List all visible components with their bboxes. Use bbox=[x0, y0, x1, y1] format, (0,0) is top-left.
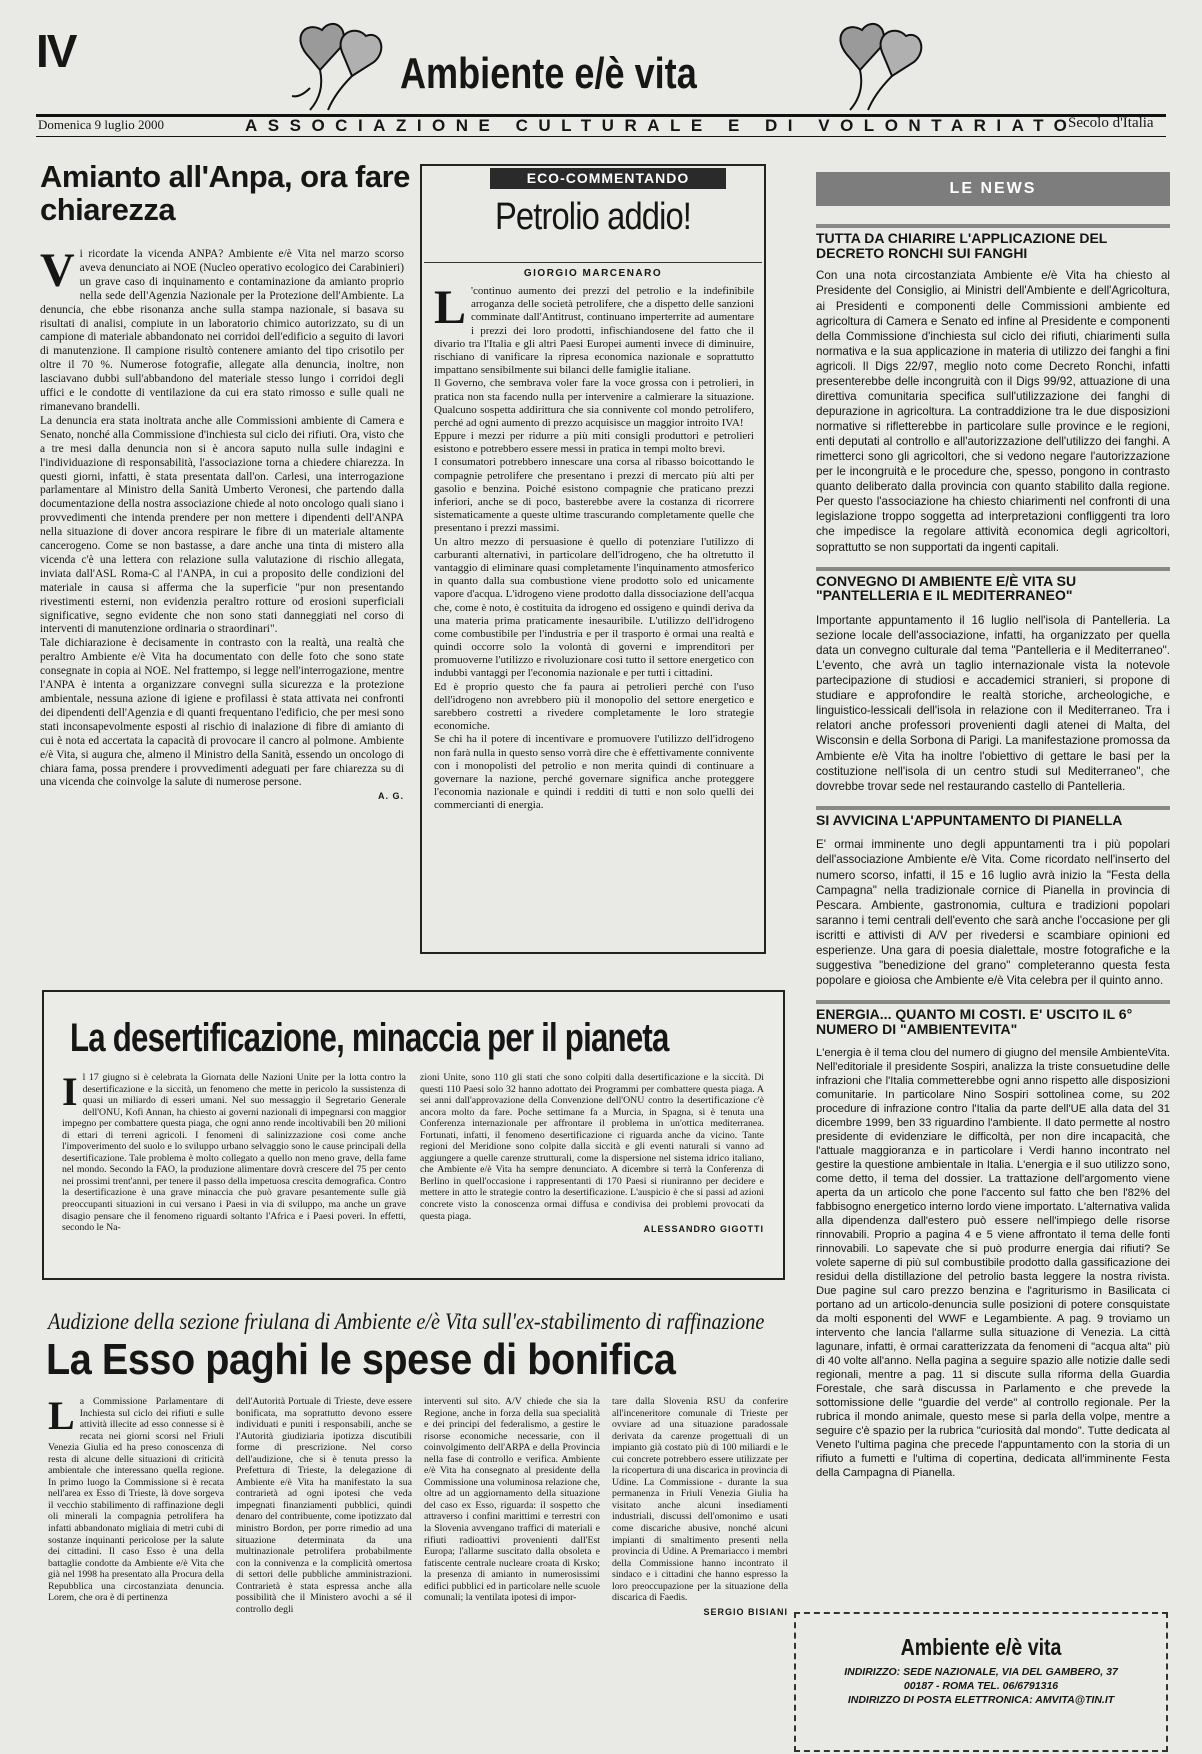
lead-article-title: Amianto all'Anpa, ora fare chiarezza bbox=[40, 159, 410, 228]
editorial-author: GIORGIO MARCENARO bbox=[424, 262, 762, 279]
masthead-rule-bottom bbox=[36, 136, 1166, 137]
news-text: E' ormai imminente uno degli appuntamenti tra i più popolari dell'associazione Ambiente e/è Vita. Come ricordato nell'inserto del numero scorso, infatti, il 15 e 16 luglio avrà inizio la "Festa della Campagna" nella tradizionale cornice di Pianella in provincia di Pescara. Ambiente, gastronomia, cultura e tradizioni popolari saranno i temi centrali dell'evento che sarà anche l'occasione per gli iscritti e attivisti di A/V per rivedersi e scambiare opinioni ed esperienze. Una gara di poesia dialettale, mostre fotografiche e la suggestiva "benedizione del grano" completeranno questa festa popolare e gioiosa che Ambiente e/è Vita celebra per il quinto anno. bbox=[816, 838, 1170, 987]
news-column bbox=[816, 224, 1170, 1480]
paragraph: Tale dichiarazione è decisamente in contrasto con la realtà, una realtà che peraltro Ambiente e/è Vita ha documentato con delle foto che sono state consegnate in copia ai NOE. Nel frattempo, si legge nell'interrogazione, mentre l'ANPA è intenta a organizzare convegni sulla sicurezza e la protezione ambientale, nessuna azione di igiene e profilassi è stata attivata nei confronti dei dipendenti dell'Agenzia e di quanti frequentano l'edificio, che per mesi sono stati inconsapevolmente esposti al rischio di inalazione di fibre di amianto di cui è nota ed accertata la capacità di provocare il cancro al polmone. Ambiente e/è Vita, si augura che, almeno il Ministro della Sanità, essendo un oncologo di chiara fama, possa prendere i provvedimenti adeguati per fare chiarezza su di una vicenda che coinvolge la salute di numerose persone. bbox=[40, 637, 404, 789]
paragraph: Se chi ha il potere di incentivare e promuovere l'utilizzo dell'idrogeno non farà nulla in questo senso vorrà dire che è effettivamente connivente con i monopolisti del petrolio e non merita quindi di continuare a governare la nazione, perché governare significa anche proteggere l'economia nazionale e quindi i redditi di tutti e non solo quelli dei commercianti di energia. bbox=[434, 733, 754, 812]
news-item bbox=[816, 1000, 1170, 1480]
masthead-title: Ambiente e/è vita bbox=[400, 49, 697, 98]
desert-article-col2 bbox=[420, 1072, 764, 1234]
esso-article-col3 bbox=[424, 1396, 600, 1604]
esso-article-col2 bbox=[236, 1396, 412, 1615]
contact-address: INDIRIZZO: SEDE NAZIONALE, VIA DEL GAMBERO, 37 bbox=[844, 1666, 1118, 1678]
paragraph: tare dalla Slovenia RSU da conferire all'inceneritore comunale di Trieste per ovviare ad una situazione paradossale derivata da carenze progettuali di un impianto già costato più di 100 miliardi e le cui concrete potrebbero essere utilizzate per la ricopertura di una discarica in provincia di Udine. La Commissione - durante la sua permanenza in Friuli Venezia Giulia ha visitato anche alcuni insediamenti industriali, discussi dell'omonimo e usati come discariche abusive, nonché alcuni impianti di smaltimento presenti nella provincia di Udine. A Premariacco i membri della Commissione hanno incontrato il sindaco e i cittadini che hanno espresso la loro preoccupazione per la situazione della discarica di Faedis. bbox=[612, 1396, 788, 1604]
desert-article-col1 bbox=[62, 1069, 406, 1234]
paragraph: Il Governo, che sembrava voler fare la voce grossa con i petrolieri, in pratica non sta facendo nulla per intervenire a calmierare la situazione. Qualcuno sospetta addirittura che sia connivente col mondo petrolifero, perché ad ogni aumento di prezzo acquisisce un maggior introito IVA! bbox=[434, 377, 754, 429]
editorial-body bbox=[434, 281, 754, 813]
news-text: Importante appuntamento il 16 luglio nell'isola di Pantelleria. La sezione locale dell'associazione, infatti, ha organizzato per quella data un convegno culturale dal tema "Pantelleria e il Mediterraneo". L'evento, che avrà un taglio internazionale vista la notevole partecipazione di studiosi e accademici stranieri, si propone di studiare e approfondire le realtà storiche, archeologiche, e linguistico-lessicali dell'isola in relazione con il Mediterraneo. Tra i relatori anche professori provenienti dagli atenei di Malta, del Wisconsin e della Sorbona di Parigi. La manifestazione promossa da Ambiente e/è Vita ha inoltre l'obiettivo di gettare le basi per la costituzione nell'isola di un centro studi sul Mediterraneo", che dovrebbe trovar sede nel restaurando castello di Pantelleria. bbox=[816, 613, 1170, 793]
newspaper-name: Secolo d'Italia bbox=[1068, 115, 1154, 131]
paragraph: i ricordate la vicenda ANPA? Ambiente e/è Vita nel marzo scorso aveva denunciato ai NOE (Nucleo operativo ecologico dei Carabinieri) un grave caso di inquinamento e contaminazione da amianto proprio nella sede dell'Agenzia Nazionale per la Protezione dell'Ambiente. La denuncia, che ebbe risonanza anche sulla stampa nazionale, si basava su risultati di analisi, compiute in un laboratorio chimico autorizzato, su di un campione di materiale abbandonato nei corridoi dell'edificio a seguito di lavori di manutenzione. Il campione risultò contenere amianto del tipo crisotilo per oltre il 70 %. Numerose fotografie, allegate alla denuncia, inoltre, non lasciavano dubbi sull'abbandono del materiale stesso lungo i corridoi degli uffici e le condotte di ventilazione da cui era stato rimosso e sulle quali ne rimanevano brandelli. bbox=[40, 248, 404, 413]
contact-email: INDIRIZZO DI POSTA ELETTRONICA: AMVITA@TIN.IT bbox=[847, 1694, 1115, 1707]
paragraph: a Commissione Parlamentare di Inchiesta sul ciclo dei rifiuti e sulle attività illecite ad esso connesse si è recata nei giorni scorsi nel Friuli Venezia Giulia ed ha preso conoscenza di resta di alcune delle situazioni di criticità ambientale che interessano quella regione. In primo luogo la Commissione si è recata nell'area ex Esso di Trieste, là dove sorgeva il vecchio stabilimento di raffinazione degli oli minerali la compagnia petrolifera ha infatti abbandonato migliaia di metri cubi di sostanze inquinanti pericolose per la salute dei cittadini. Il caso Esso è una della battaglie condotte da Ambiente e/è Vita che già nel 1998 ha presentato alla Procura della Repubblica una circostanziata denuncia. Lorem, che ora è di pertinenza bbox=[48, 1396, 224, 1604]
paragraph: dell'Autorità Portuale di Trieste, deve essere bonificata, ma soprattutto devono essere individuati e puniti i responsabili, anche se l'Autorità giudiziaria ipotizza discutibili forme di prescrizione. Nel corso dell'audizione, che si è tenuta presso la Prefettura di Trieste, la delegazione di Ambiente e/è Vita ha manifestato la sua contrarietà ad ogni ipotesi che veda impegnati finanziamenti pubblici, quindi denaro del contribuente, come ipotizzato dal ministro Bordon, per porre rimedio ad una situazione determinata da una multinazionale petrolifera probabilmente con la connivenza e la complicità omertosa di settori delle pubbliche amministrazioni. Contrarietà è stata espressa anche alla possibilità che il Ministero avochi a sé il controllo degli bbox=[236, 1396, 412, 1615]
paragraph: Ed è proprio questo che fa paura ai petrolieri perché con l'uso dell'idrogeno non avrebbero più il monopolio del settore energetico e sarebbero costretti a rivedere completamente le loro strategie economiche. bbox=[434, 680, 754, 733]
dropcap: V bbox=[40, 244, 75, 297]
editorial-title: Petrolio addio! bbox=[494, 196, 692, 238]
paragraph: Un altro mezzo di persuasione è quello di potenziare l'utilizzo di carburanti alternativi, in particolare dell'idrogeno, che ha oltretutto il vantaggio di eliminare quasi completamente l'inquinamento atmosferico in quanto dalla sua combustione viene prodotto solo ed unicamente vapore d'acqua. L'idrogeno viene prodotto dalla dissociazione dell'acqua che, come è noto, è costituita da idrogeno ed ossigeno e quindi deriva da una materia prima praticamente inesauribile. L'utilizzo dell'idrogeno come combustibile per l'industria e per il trasporto è ormai una realtà e quindi occorre solo la volontà di governi e imprenditori per promuoverne l'utilizzo e rivoluzionare così tutto il settore energetico con indubbi vantaggi per l'economia nazionale e per tutti i cittadini. bbox=[434, 535, 754, 680]
desert-article-title: La desertificazione, minaccia per il pianeta bbox=[70, 1016, 669, 1060]
paragraph: I consumatori potrebbero innescare una corsa al ribasso boicottando le compagnie petrolifere che presentano i prezzi di mercato più alti per gasolio e benzina. Poiché esistono compagnie che praticano prezzi inferiori, anche se di poco, basterebbe avere la costanza di ricorrere sistematicamente a queste ultime trascurando completamente quelle che presentano i prezzi massimi. bbox=[434, 456, 754, 535]
paragraph: 'continuo aumento dei prezzi del petrolio e la indefinibile arroganza delle società petrolifere, che a dispetto delle sanzioni comminate dall'Antitrust, continuano imperterrite ad aumentare i prezzi dei loro prodotti, infischiandosene del fatto che il divario tra l'Italia e gli altri Paesi Europei aumenti invece di diminuire, rischiano di vanificare la ripresa economica nazionale e soprattutto impattano sensibilmente sui bilanci delle famiglie italiane. bbox=[434, 285, 754, 377]
news-title: ENERGIA... QUANTO MI COSTI. E' USCITO IL 6° NUMERO DI "AMBIENTEVITA" bbox=[816, 1000, 1170, 1036]
paragraph: La denuncia era stata inoltrata anche alle Commissioni ambiente di Camera e Senato, nonché alla Commissione d'inchiesta sul ciclo dei rifiuti. Ora, visto che a tre mesi dalla denuncia non si è ancora saputo nulla sulle indagini e l'individuazione di responsabilità, l'associazione torna a chiedere chiarezza. In questi giorni, infatti, è stata presentata dall'on. Carlesi, una interrogazione parlamentare al Ministro della Sanità Umberto Veronesi, che partendo dalla documentazione della nostra associazione chiede al noto oncologo quali siano i provvedimenti che intenda prendere per non mettere i dipendenti dell'ANPA nella situazione di dover ancora respirare le fibre di un materiale altamente cancerogeno. Come se non bastasse, a dare anche una tinta di mistero alla vicenda c'è una lettera con relazione sulla valutazione di rischio allegata, inviata dall'ASL Roma-C al l'ANPA, in cui a proposito delle condizioni del materiale in causa si afferma che la superficie "pur non presentando rivestimenti esterni, non evidenzia peraltro rotture od erosioni superficiali significative, segno evidente che non sono stati danneggiati nel corso di interventi di manutenzione ordinaria o straordinari". bbox=[40, 414, 404, 636]
news-title: TUTTA DA CHIARIRE L'APPLICAZIONE DEL DECRETO RONCHI SUI FANGHI bbox=[816, 224, 1170, 260]
esso-article-kicker: Audizione della sezione friulana di Ambiente e/è Vita sull'ex-stabilimento di raffinazione bbox=[48, 1309, 765, 1334]
news-item bbox=[816, 567, 1170, 794]
news-title: SI AVVICINA L'APPUNTAMENTO DI PIANELLA bbox=[816, 806, 1170, 828]
esso-article-title: La Esso paghi le spese di bonifica bbox=[46, 1335, 676, 1384]
paragraph: Eppure i mezzi per ridurre a più miti consigli produttori e petrolieri esistono e potrebbero essere messi in pratica in tempi molto brevi. bbox=[434, 430, 754, 456]
dropcap: L bbox=[48, 1393, 75, 1438]
news-header: LE NEWS bbox=[816, 172, 1170, 206]
heart-flower-icon bbox=[280, 18, 390, 114]
heart-flower-icon bbox=[820, 18, 930, 114]
dropcap: L bbox=[434, 281, 467, 334]
issue-date: Domenica 9 luglio 2000 bbox=[38, 117, 165, 132]
news-title: CONVEGNO DI AMBIENTE E/È VITA SU "PANTELLERIA E IL MEDITERRANEO" bbox=[816, 567, 1170, 603]
news-text: Con una nota circostanziata Ambiente e/è Vita ha chiesto al Presidente del Consiglio, ai Ministri dell'Ambiente e dell'Agricoltura, ai Presidenti e componenti delle Commissioni ambiente ed agricoltura di Camera e Senato ed infine al Presidente e componenti della Commissione d'inchiesta sul ciclo dei rifiuti, chiarimenti sulla normativa e la sua applicazione in materia di utilizzo dei fanghi a fini agricoli. Il Digs 22/97, meglio noto come Decreto Ronchi, infatti presenterebbe delle incongruità con il Digs 99/92, attuazione di una direttiva comunitaria specifica sull'utilizzazione dei fanghi di depurazione in agricoltura. La contraddizione tra le due disposizioni normative si rifletterebbe in particolare sulle province e le regioni, enti deputati al controllo e all'autorizzazione dell'utilizzo dei fanghi. A rimetterci sono gli agricoltori, che si vedono negare l'autorizzazione per le incongruità e le procedure che, spesso, pongono in contrasto quanto deliberato dalla provincia con quanto stabilito dalla regione. Per questo l'associazione ha chiesto chiarimenti nel confronti di una legislazione troppo soggetta ad interpretazioni confliggenti tra loro che impedisce la regolare attività economica degli agricoltori, soprattutto se non supportati da ingenti capitali. bbox=[816, 269, 1170, 554]
contact-box bbox=[794, 1612, 1168, 1752]
article-signature: SERGIO BISIANI bbox=[703, 1606, 788, 1617]
article-signature: A. G. bbox=[377, 791, 404, 802]
esso-article-col4 bbox=[612, 1396, 788, 1617]
dropcap: I bbox=[62, 1069, 78, 1114]
contact-title: Ambiente e/è vita bbox=[900, 1634, 1062, 1660]
news-item bbox=[816, 806, 1170, 988]
paragraph: zioni Unite, sono 110 gli stati che sono colpiti dalla desertificazione e la siccità. Di questi 110 Paesi solo 32 hanno adottato dei Programmi per combattere questa piaga. A sei anni dall'approvazione della Convenzione dell'ONU contro la desertificazione c'è ancora molto da fare. Poche settimane fa a Murcia, in Spagna, si è tenuta una Conferenza internazionale per affrontare il problema in un'ottica mediterranea. Fortunati, infatti, il fenomeno desertificazione ci riguarda anche da vicino. Tante regioni del Meridione sono colpite dalla siccità e gli eventi naturali si vanno ad aggiungere a quelle carenze strutturali, come la dispersione nel sistema idrico italiano, che Ambiente e/è Vita ha sempre denunciato. A dicembre si terrà la Conferenza di Berlino in quell'occasione i rappresentanti di 170 Paesi si riuniranno per decidere e mettere in atto le strategie contro la desertificazione. L'auspicio è che si passi ad azioni concrete visto la conoscenza ormai diffusa e condivisa dei problemi provocati da questa piaga. bbox=[420, 1072, 764, 1222]
article-signature: ALESSANDRO GIGOTTI bbox=[643, 1224, 764, 1235]
paragraph: interventi sul sito. A/V chiede che sia la Regione, anche in forza della sua specialità e dei principi del federalismo, a gestire le risorse economiche necessarie, con il coinvolgimento dell'ARPA e della Provincia nella fase di controllo e verifica. Ambiente e/è Vita ha consegnato al presidente della Commissione una voluminosa relazione che, oltre ad un aggiornamento della situazione del caso ex Esso, riguarda: il sospetto che attraverso i confini marittimi e terrestri con la Slovenia avvengano traffici di materiali e rifiuti radioattivi provenienti dall'Est Europa; l'allarme suscitato dalla obsoleta e fatiscente centrale nucleare croata di Krsko; la presenza di amianto in numerosissimi edifici pubblici ed in particolare nelle scuole comunali; la ventilata ipotesi di impor- bbox=[424, 1396, 600, 1604]
esso-article-col1 bbox=[48, 1393, 224, 1604]
lead-article-body bbox=[40, 244, 404, 802]
association-tagline: ASSOCIAZIONE CULTURALE E DI VOLONTARIATO bbox=[245, 116, 1078, 135]
editorial-tag: ECO-COMMENTANDO bbox=[490, 168, 726, 189]
news-text: L'energia è il tema clou del numero di giugno del mensile AmbienteVita. Nell'editoriale il presidente Sospiri, analizza la triste consuetudine delle infrazioni che l'Italia commetterebbe ogni anno rispetto alle disposizioni comunitarie. In particolare Nino Sospiri sottolinea come, su 202 procedure di infrazione contro l'Italia da parte dell'UE alla data del 31 dicembre 1999, ben 33 riguardino l'ambiente. Il dato permette al nostro presidente di evidenziare le difficoltà, per non dire incapacità, che l'attuale maggioranza e in particolare i Verdi hanno incontrato nel gestire la questione ambientale in Italia. L'energia e il suo utilizzo sono, come detto, il tema del dossier. La trattazione dell'argomento viene aperta da un articolo che pone l'accento sul fatto che ben l'82% del fabbisogno energetico interno lordo viene importato. L'alternativa valida alla dipendenza dall'estero può essere nell'impiego delle risorse rinnovabili. Proprio a pagina 4 e 5 viene affrontato il tema delle fonti rinnovabili. Lo sapevate che si può produrre energia dai rifiuti? Se volete saperne di più sul combustibile prodotto dalla gassificazione dei residui della distillazione del petrolio basta leggere la nostra rivista. Due pagine sul caro prezzo benzina e l'agriturismo in Basilicata ci portano ad un articolo-denuncia sulle posizioni di potere consquistate da molti esponenti del WWF e Legambiente. A pag. 9 troviamo un intervento che lancia l'allarme sulla situazione di Venezia. La città lagunare, infatti, è ormai caratterizzata da fenomeni di "acqua alta" più di 40 volte all'anno. Nella pagina a seguire spazio alle notizie dalle sedi regionali, mentre a pag. 11 si discute sulla riforma della Guardia Forestale, che sarà discussa in Parlamento e che prevede la sottomissione delle "guardie del verde" al controllo regionale. Per la rubrica il mondo animale, questo mese si parla della volpe, mentre a seguire c'è spazio per la rubrica "curiosità dal mondo". Tutte dedicata al Veneto l'ultima pagina che precede l'appuntamento con la storia di un rifiuto a fumetti e l'ultima di copertina, dedicata all'imminente Festa della Campagna di Pianella. bbox=[816, 1047, 1170, 1480]
page-number: IV bbox=[36, 25, 76, 77]
contact-city: 00187 - ROMA TEL. 06/6791316 bbox=[903, 1680, 1059, 1693]
paragraph: l 17 giugno si è celebrata la Giornata delle Nazioni Unite per la lotta contro la desertificazione e la siccità, un fenomeno che mette in pericolo la sussistenza di quasi un miliardo di esseri umani. Nel suo messaggio il Segretario Generale dell'ONU, Kofi Annan, ha chiesto ai governi nazionali di impegnarsi con maggior impegno per combattere questa piaga, che ogni anno rende incoltivabili ben 20 milioni di ettari di terreni agricoli. I fenomeni di salinizzazione così come anche l'impoverimento del suolo e lo sviluppo urbano selvaggio sono le cause principali della desertificazione. Tale problema è molto collegato a quello non meno grave, della fame nel mondo. Secondo la FAO, la produzione alimentare dovrà crescere del 75 per cento nei prossimi trent'anni, per tenere il passo della impetuosa crescita demografica. Contro la desertificazione è una grave minaccia che può gravare pesantemente sulle già preoccupanti situazioni in cui versano i Paesi in via di sviluppo, ma anche un grave disagio pensare che il fenomeno riguardi soltanto l'Africa e i Paesi poveri. In effetti, secondo le Na- bbox=[62, 1072, 406, 1234]
news-item bbox=[816, 224, 1170, 555]
